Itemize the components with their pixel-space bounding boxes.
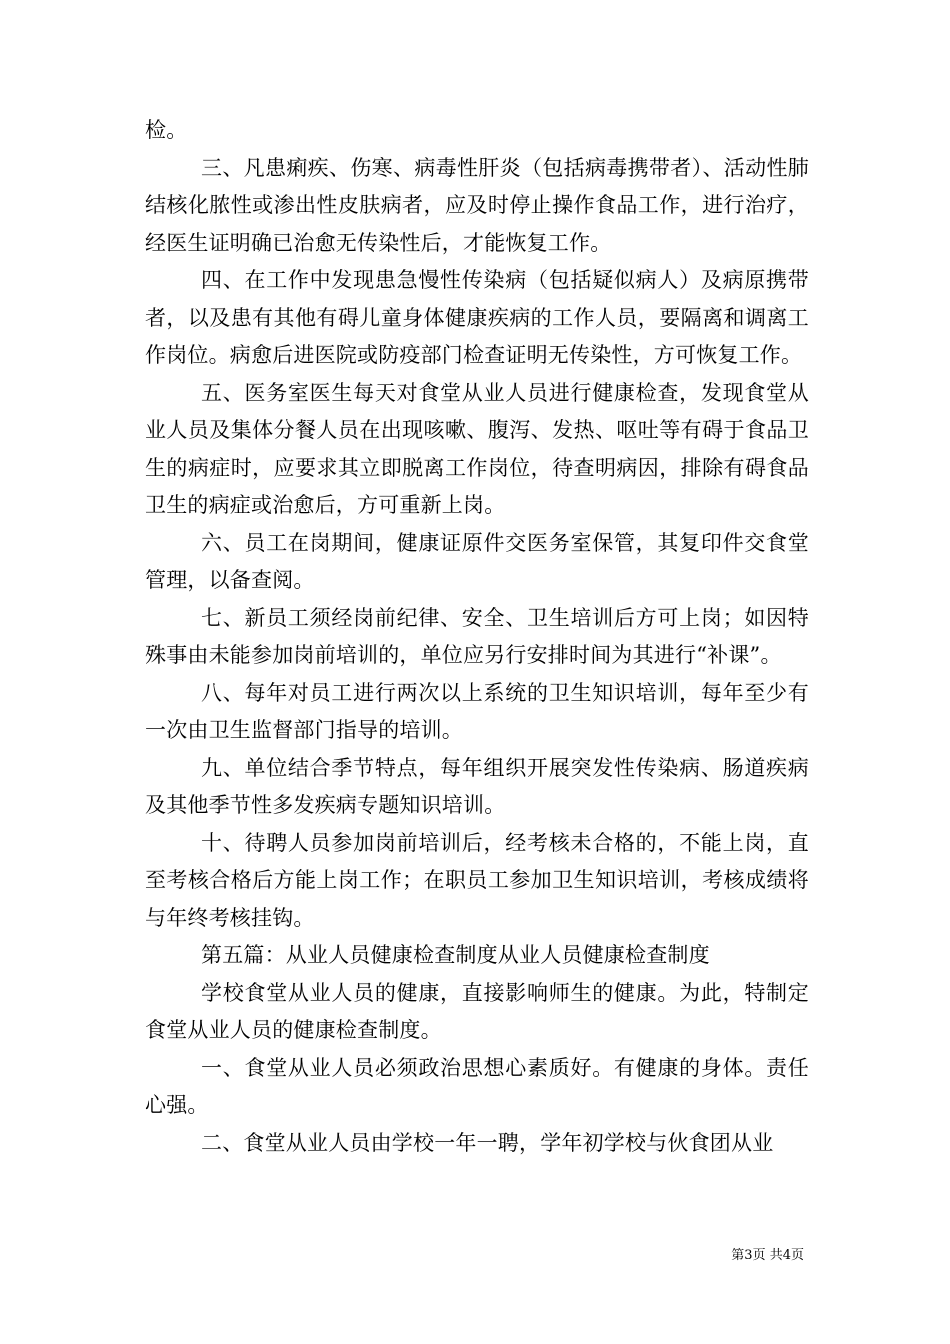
page-label-mid: 页 共: [752, 1248, 783, 1263]
paragraph-12: 一、食堂从业人员必须政治思想心素质好。有健康的身体。责任心强。: [145, 1055, 809, 1117]
page-label-prefix: 第: [731, 1248, 745, 1263]
current-page-number: 3: [744, 1248, 753, 1263]
paragraph-13: 二、食堂从业人员由学校一年一聘，学年初学校与伙食团从业: [201, 1130, 774, 1155]
total-page-number: 4: [782, 1248, 791, 1263]
document-body: [145, 112, 809, 1162]
paragraph-11: 学校食堂从业人员的健康，直接影响师生的健康。为此，特制定食堂从业人员的健康检查制度。: [145, 980, 809, 1042]
paragraph-4: 五、医务室医生每天对食堂从业人员进行健康检查，发现食堂从业人员及集体分餐人员在出现咳嗽、腹泻、发热、呕吐等有碍于食品卫生的病症时，应要求其立即脱离工作岗位，待查明病因，排除有碍食品卫生的病症或治愈后，方可重新上岗。: [145, 380, 809, 517]
paragraph-5: 六、员工在岗期间，健康证原件交医务室保管，其复印件交食堂管理，以备查阅。: [145, 530, 809, 592]
page-number-footer: [731, 1247, 804, 1265]
paragraph-6: 七、新员工须经岗前纪律、安全、卫生培训后方可上岗；如因特殊事由未能参加岗前培训的，单位应另行安排时间为其进行“补课”。: [145, 605, 809, 667]
paragraph-1: 检。: [145, 118, 188, 142]
section-heading: 第五篇：从业人员健康检查制度从业人员健康检查制度: [201, 943, 710, 967]
paragraph-8: 九、单位结合季节特点，每年组织开展突发性传染病、肠道疾病及其他季节性多发疾病专题知识培训。: [145, 755, 809, 817]
paragraph-3: 四、在工作中发现患急慢性传染病（包括疑似病人）及病原携带者，以及患有其他有碍儿童身体健康疾病的工作人员，要隔离和调离工作岗位。病愈后进医院或防疫部门检查证明无传染性，方可恢复工作。: [145, 268, 809, 367]
paragraph-9: 十、待聘人员参加岗前培训后，经考核未合格的，不能上岗，直至考核合格后方能上岗工作；在职员工参加卫生知识培训，考核成绩将与年终考核挂钩。: [145, 830, 809, 930]
paragraph-2: 三、凡患痢疾、伤寒、病毒性肝炎（包括病毒携带者）、活动性肺结核化脓性或渗出性皮肤病者，应及时停止操作食品工作，进行治疗，经医生证明确已治愈无传染性后，才能恢复工作。: [145, 155, 809, 255]
paragraph-7: 八、每年对员工进行两次以上系统的卫生知识培训，每年至少有一次由卫生监督部门指导的培训。: [145, 680, 809, 742]
page-label-suffix: 页: [790, 1248, 804, 1263]
